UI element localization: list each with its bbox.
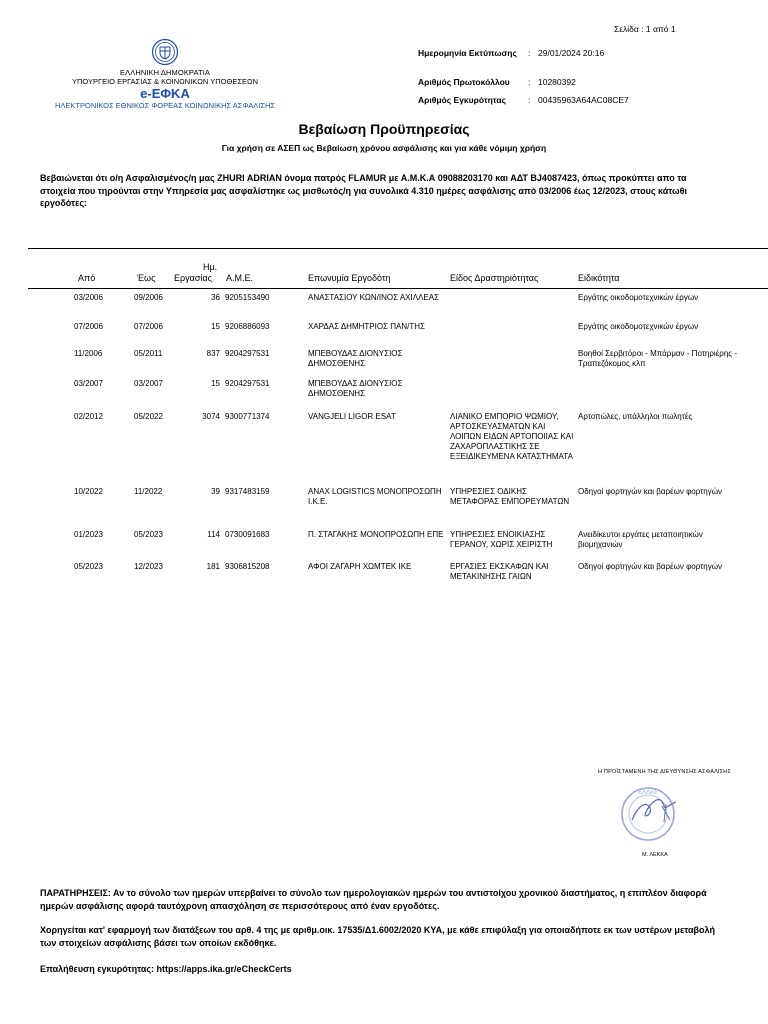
cell-employer: Π. ΣΤΑΓΑΚΗΣ ΜΟΝΟΠΡΟΣΩΠΗ ΕΠΕ <box>308 530 444 539</box>
page-number: Σελίδα : 1 από 1 <box>614 24 676 34</box>
cell-days: 114 <box>207 530 220 539</box>
cell-specialty: Ανειδίκευτοι εργάτες μεταποιητικών βιομηχανιών <box>578 530 703 549</box>
table-top-rule <box>28 248 768 249</box>
cell-specialty: Οδηγοί φορτηγών και βαρέων φορτηγών <box>578 562 722 571</box>
col-header-from: Από <box>78 273 96 283</box>
colon: : <box>528 77 531 87</box>
cell-from: 03/2007 <box>74 379 103 388</box>
protocol-row <box>418 77 576 87</box>
cell-to: 03/2007 <box>134 379 163 388</box>
print-date-value: 29/01/2024 20:16 <box>538 48 605 58</box>
cell-days: 36 <box>211 293 220 302</box>
republic-name: ΕΛΛΗΝΙΚΗ ΔΗΜΟΚΡΑΤΙΑ <box>120 68 210 77</box>
cell-specialty: Αρτοπώλες, υπάλληλοι πωλητές <box>578 412 693 421</box>
cell-specialty: Εργάτης οικοδομοτεχνικών έργων <box>578 322 699 331</box>
validity-row <box>418 95 629 105</box>
cell-specialty: Βοηθοί Σερβιτόροι - Μπάρμαν - Ποτηριέρης - Τραπεζόκομος κλπ <box>578 349 738 368</box>
cell-to: 05/2011 <box>134 349 163 358</box>
stamp-text: ΕΛΛΑΣ <box>638 790 658 796</box>
cell-ame: 9204297531 <box>225 349 270 358</box>
cell-to: 05/2023 <box>134 530 163 539</box>
cell-employer: ΑΝΑΣΤΑΣΙΟΥ ΚΩΝ/ΙΝΟΣ ΑΧΙΛΛΕΑΣ <box>308 293 440 302</box>
cell-employer: ΜΠΕΒΟΥΔΑΣ ΔΙΟΝΥΣΙΟΣ ΔΗΜΟΣΘΕΝΗΣ <box>308 379 403 398</box>
col-header-to: Έως <box>137 273 156 283</box>
cell-from: 05/2023 <box>74 562 103 571</box>
validity-label: Αριθμός Εγκυρότητας <box>418 95 507 105</box>
cell-specialty: Οδηγοί φορτηγών και βαρέων φορτηγών <box>578 487 722 496</box>
cell-employer: ANAX LOGISTICS ΜΟΝΟΠΡΟΣΩΠΗ Ι.Κ.Ε. <box>308 487 442 506</box>
protocol-value: 10280392 <box>538 77 576 87</box>
agency-name: ΗΛΕΚΤΡΟΝΙΚΟΣ ΕΘΝΙΚΟΣ ΦΟΡΕΑΣ ΚΟΙΝΩΝΙΚΗΣ ΑΣΦΑΛΙΣΗΣ <box>54 101 275 110</box>
document-title: Βεβαίωση Προϋπηρεσίας <box>298 121 470 137</box>
cell-from: 10/2022 <box>74 487 103 496</box>
cell-to: 09/2006 <box>134 293 163 302</box>
cell-ame: 9205153490 <box>225 293 270 302</box>
signatory-title: Η ΠΡΟΪΣΤΑΜΕΝΗ ΤΗΣ ΔΙΕΥΘΥΝΣΗΣ ΑΣΦΑΛΙΣΗΣ <box>598 769 732 775</box>
remarks-paragraph: ΠΑΡΑΤΗΡΗΣΕΙΣ: Αν το σύνολο των ημερών υπερβαίνει το σύνολο των ημερολογιακών ημερών του αντιστοίχου χρονικού διαστήματος, η επιπλέον διαφορά ημερών ασφάλισης αφορά ταυτόχρονη απασχόληση σε περισσότερους από έναν εργοδότες. <box>40 888 707 911</box>
cell-activity: ΥΠΗΡΕΣΙΕΣ ΟΔΙΚΗΣ ΜΕΤΑΦΟΡΑΣ ΕΜΠΟΡΕΥΜΑΤΩΝ <box>450 487 570 506</box>
colon: : <box>528 95 531 105</box>
col-header-ame: Α.Μ.Ε. <box>226 273 254 283</box>
document-subtitle: Για χρήση σε ΑΣΕΠ ως Βεβαίωση χρόνου ασφάλισης και για κάθε νόμιμη χρήση <box>221 143 547 153</box>
cell-ame: 9306815208 <box>225 562 270 571</box>
signatory-name: Μ. ΛΕΚΚΑ <box>642 852 668 858</box>
agency-logo-block <box>40 38 290 110</box>
table-header-rule <box>28 288 768 289</box>
cell-to: 12/2023 <box>134 562 163 571</box>
validity-value: 00435963A64AC08CE7 <box>538 95 629 105</box>
verification-link[interactable]: Επαλήθευση εγκυρότητας: https://apps.ika.gr/eCheckCerts <box>40 964 292 974</box>
print-date-row <box>418 48 604 58</box>
official-stamp-icon <box>618 778 698 848</box>
cell-from: 11/2006 <box>74 349 103 358</box>
cell-ame: 9206886093 <box>225 322 270 331</box>
cell-employer: VANGJELI LIGOR ESAT <box>308 412 396 421</box>
intro-paragraph: Βεβαιώνεται ότι ο/η Ασφαλισμένος/η μας ZHURI ADRIAN όνομα πατρός FLAMUR με Α.Μ.Κ.Α 09088203170 και ΑΔΤ BJ4087423, όπως προκύπτει απο τα στοιχεία που τηρούνται στην Υπηρεσία μας ασφαλίστηκε ως μισθωτός/η για συνολικά 4.310 ημέρες ασφάλισης από 03/2006 έως 12/2023, στους κάτωθι εργοδότες: <box>40 173 688 208</box>
cell-employer: ΜΠΕΒΟΥΔΑΣ ΔΙΟΝΥΣΙΟΣ ΔΗΜΟΣΘΕΝΗΣ <box>308 349 403 368</box>
colon: : <box>528 48 531 58</box>
col-header-days-line1: Ημ. <box>203 262 218 272</box>
col-header-activity: Είδος Δραστηριότητας <box>450 273 539 283</box>
cell-days: 15 <box>211 379 220 388</box>
cell-days: 3074 <box>202 412 220 421</box>
cell-employer: ΧΑΡΔΑΣ ΔΗΜΗΤΡΙΟΣ ΠΑΝ/ΤΗΣ <box>308 322 425 331</box>
cell-from: 01/2023 <box>74 530 103 539</box>
cell-activity: ΛΙΑΝΙΚΟ ΕΜΠΟΡΙΟ ΨΩΜΙΟΥ, ΑΡΤΟΣΚΕΥΑΣΜΑΤΩΝ ΚΑΙ ΛΟΙΠΩΝ ΕΙΔΩΝ ΑΡΤΟΠΟΙΙΑΣ ΚΑΙ ΖΑΧΑΡΟΠΛΑΣΤΙΚΗΣ ΣΕ ΕΞΕΙΔΙΚΕΥΜΕΝΑ ΚΑΤΑΣΤΗΜΑΤΑ <box>450 412 574 461</box>
cell-days: 39 <box>211 487 220 496</box>
cell-ame: 0730091683 <box>225 530 270 539</box>
greek-emblem-icon <box>151 38 179 66</box>
protocol-label: Αριθμός Πρωτοκόλλου <box>418 77 510 87</box>
cell-days: 181 <box>206 562 220 571</box>
cell-specialty: Εργάτης οικοδομοτεχνικών έργων <box>578 293 699 302</box>
col-header-specialty: Ειδικότητα <box>578 273 620 283</box>
cell-to: 07/2006 <box>134 322 163 331</box>
cell-days: 837 <box>206 349 220 358</box>
cell-activity: ΥΠΗΡΕΣΙΕΣ ΕΝΟΙΚΙΑΣΗΣ ΓΕΡΑΝΟΥ, ΧΩΡΙΣ ΧΕΙΡΙΣΤΗ <box>450 530 553 549</box>
cell-ame: 9317483159 <box>225 487 270 496</box>
cell-days: 15 <box>211 322 220 331</box>
efka-brand: e-ΕΦΚΑ <box>140 86 190 101</box>
legal-paragraph: Χορηγείται κατ' εφαρμογή των διατάξεων του αρθ. 4 της με αριθμ.οικ. 17535/Δ1.6002/2020 ΚΥΑ, με κάθε επιφύλαξη για οποιαδήποτε εκ των υστέρων μεταβολή των στοιχείων ασφάλισης βάσει των οποίων εκδόθηκε. <box>40 925 716 948</box>
cell-from: 02/2012 <box>74 412 103 421</box>
cell-ame: 9204297531 <box>225 379 270 388</box>
col-header-days-line2: Εργασίας <box>174 273 212 283</box>
cell-from: 07/2006 <box>74 322 103 331</box>
print-date-label: Ημερομηνία Εκτύπωσης <box>418 48 517 58</box>
ministry-name: ΥΠΟΥΡΓΕΙΟ ΕΡΓΑΣΙΑΣ & ΚΟΙΝΩΝΙΚΩΝ ΥΠΟΘΕΣΕΩΝ <box>71 77 259 86</box>
cell-from: 03/2006 <box>74 293 103 302</box>
cell-ame: 9300771374 <box>225 412 270 421</box>
cell-employer: ΑΦΟΙ ΖΑΓΑΡΗ ΧΩΜΤΕΚ ΙΚΕ <box>308 562 412 571</box>
cell-to: 05/2022 <box>134 412 163 421</box>
cell-activity: ΕΡΓΑΣΙΕΣ ΕΚΣΚΑΦΩΝ ΚΑΙ ΜΕΤΑΚΙΝΗΣΗΣ ΓΑΙΩΝ <box>450 562 549 581</box>
col-header-employer: Επωνυμία Εργοδότη <box>308 273 391 283</box>
cell-to: 11/2022 <box>134 487 163 496</box>
